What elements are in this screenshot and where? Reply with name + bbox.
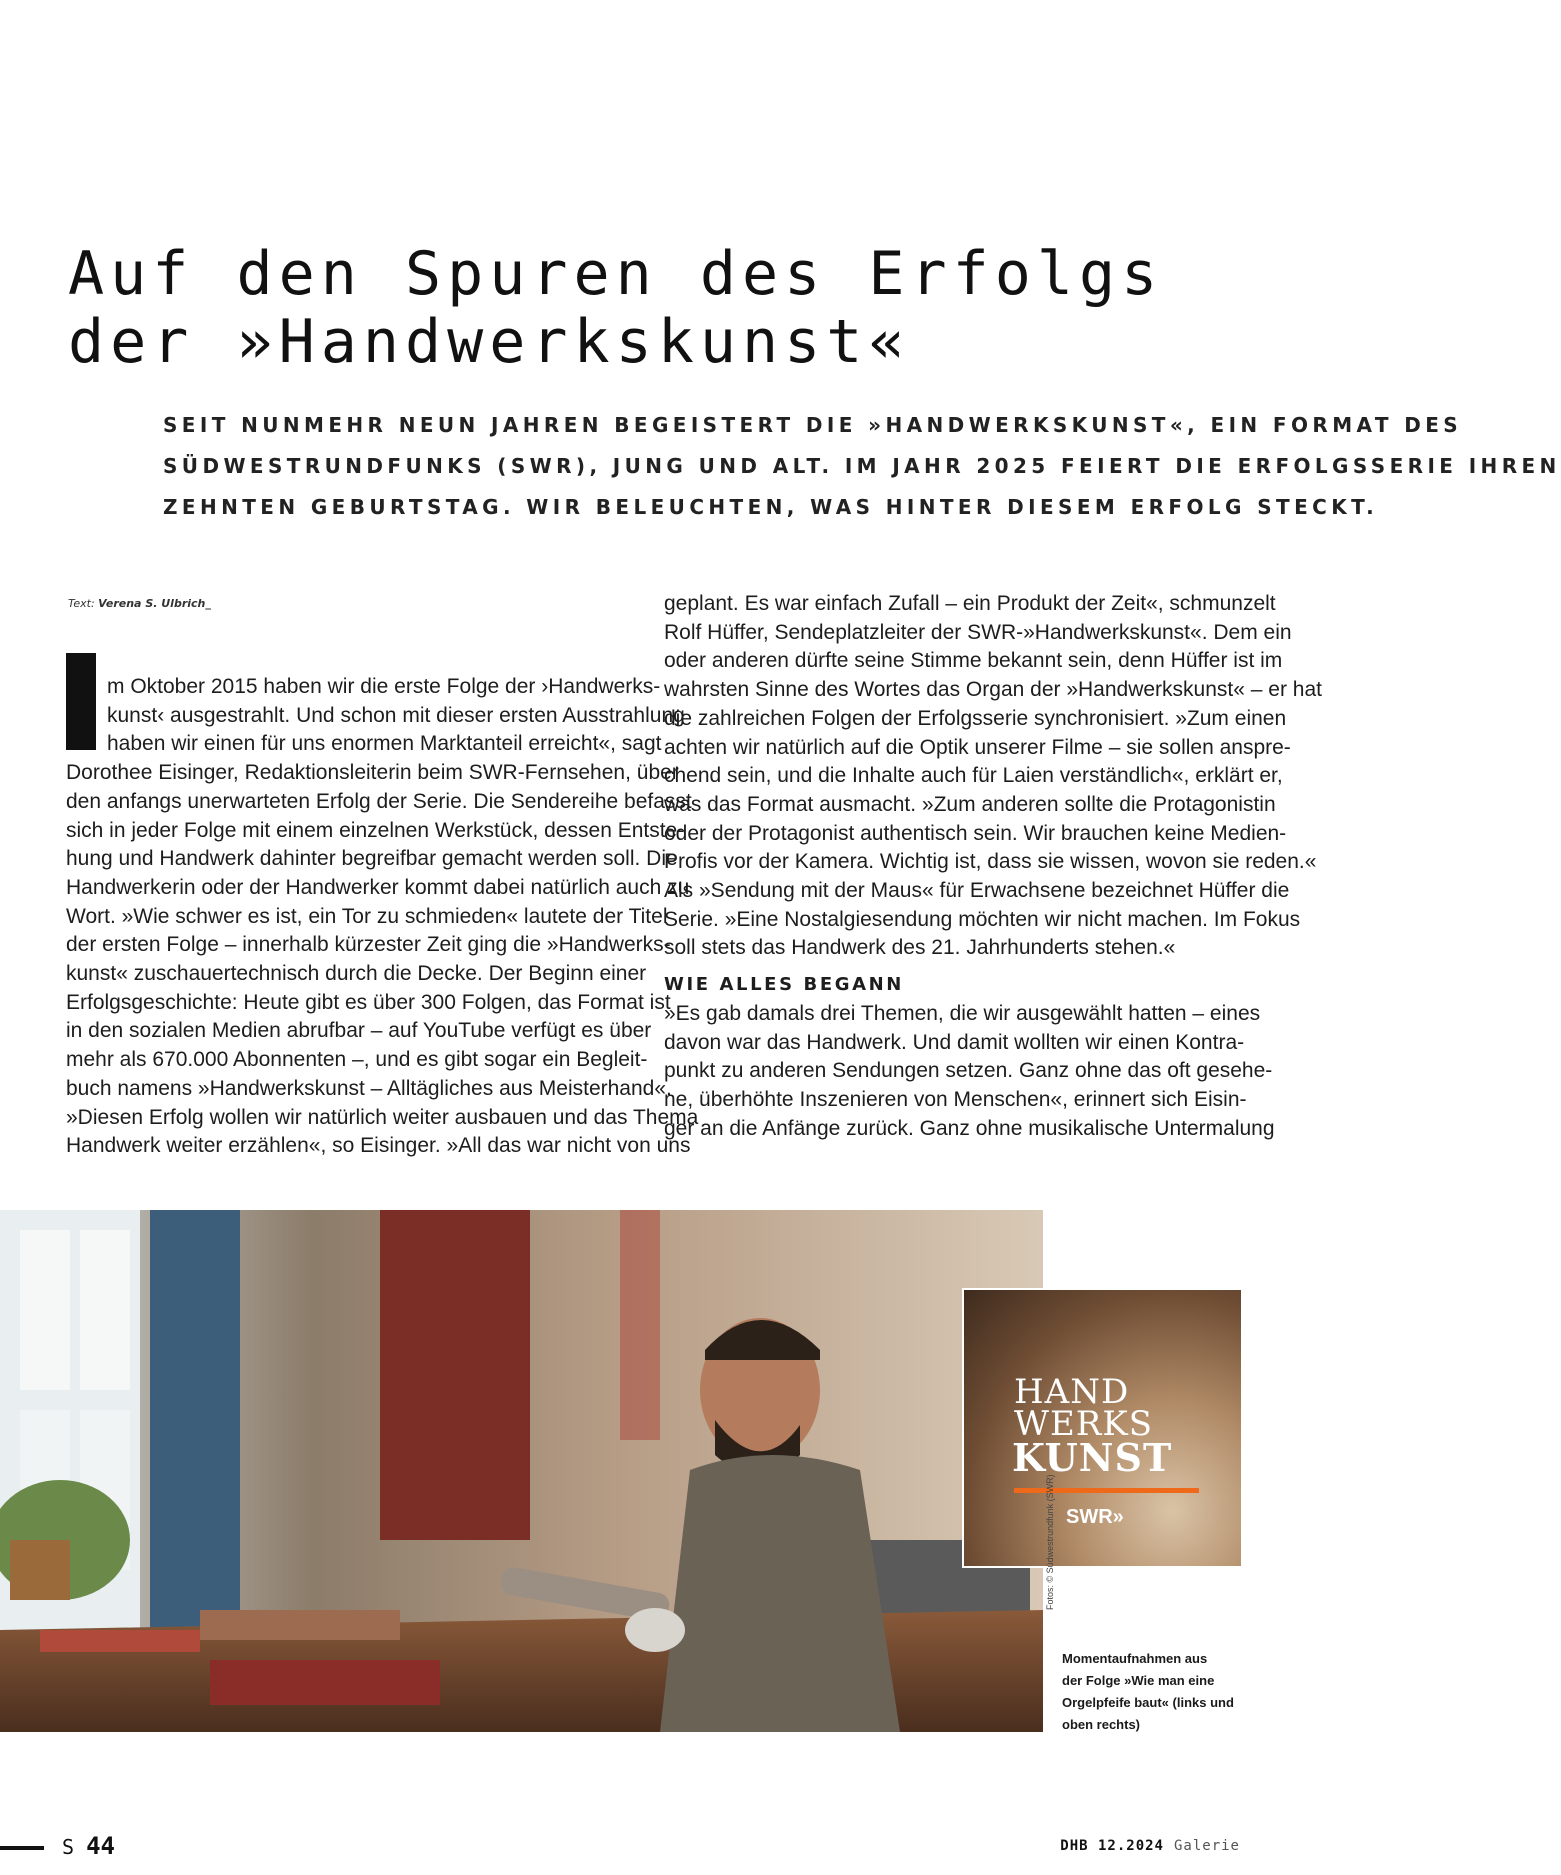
text-line: punkt zu anderen Sendungen setzen. Ganz ohne das oft gesehe- xyxy=(664,1059,1273,1083)
caption-line: Momentaufnahmen aus xyxy=(1062,1651,1208,1666)
footer-issue xyxy=(1060,1838,1240,1854)
photo-caption xyxy=(1062,1648,1262,1736)
text-line: geplant. Es war einfach Zufall – ein Produkt der Zeit«, schmunzelt xyxy=(664,592,1276,615)
text-line: davon war das Handwerk. Und damit wollten wir einen Kontra- xyxy=(664,1030,1245,1054)
text-line: Als »Sendung mit der Maus« für Erwachsene bezeichnet Hüffer die xyxy=(664,879,1290,903)
footer-rule xyxy=(0,1846,44,1850)
workshop-photo-illustration xyxy=(0,1210,1043,1732)
lead-line: SÜDWESTRUNDFUNKS (SWR), JUNG UND ALT. IM JAHR 2025 FEIERT DIE ERFOLGSSERIE IHREN xyxy=(163,454,1561,478)
byline-label: Text: xyxy=(68,597,95,610)
page-number-value: 44 xyxy=(86,1832,115,1860)
text-line: soll stets das Handwerk des 21. Jahrhunderts stehen.« xyxy=(664,936,1176,960)
text-line: Handwerkerin oder der Handwerker kommt dabei natürlich auch zu xyxy=(66,875,690,899)
text-line: kunst« zuschauertechnisch durch die Decke. Der Beginn einer xyxy=(66,962,647,986)
logo-accent-bar xyxy=(1014,1488,1199,1493)
text-line: haben wir einen für uns enormen Marktanteil erreicht«, sagt xyxy=(107,732,662,756)
text-line: wahrsten Sinne des Wortes das Organ der »Handwerkskunst« – er hat xyxy=(664,678,1322,702)
text-line: hung und Handwerk dahinter begreifbar gemacht werden soll. Die xyxy=(66,847,678,871)
handwerkskunst-logo xyxy=(962,1288,1243,1568)
text-line: den anfangs unerwarteten Erfolg der Serie. Die Sendereihe befasst xyxy=(66,789,692,813)
caption-line: der Folge »Wie man eine xyxy=(1062,1673,1215,1688)
text-line: ne, überhöhte Inszenieren von Menschen«, erinnert sich Eisin- xyxy=(664,1087,1247,1111)
text-line: kunst‹ ausgestrahlt. Und schon mit dieser ersten Ausstrahlung xyxy=(107,703,685,727)
issue-label: DHB 12.2024 xyxy=(1060,1838,1164,1854)
text-line: m Oktober 2015 haben wir die erste Folge der ›Handwerks- xyxy=(107,675,661,698)
text-line: Profis vor der Kamera. Wichtig ist, dass sie wissen, wovon sie reden.« xyxy=(664,850,1317,874)
text-line: sich in jeder Folge mit einem einzelnen Werkstück, dessen Entste- xyxy=(66,818,685,842)
section-subheading: WIE ALLES BEGANN xyxy=(664,974,904,996)
article-lead xyxy=(163,405,1561,528)
text-line: was das Format ausmacht. »Zum anderen sollte die Protagonistin xyxy=(664,792,1276,816)
text-line: oder der Protagonist authentisch sein. Wir brauchen keine Medien- xyxy=(664,821,1287,845)
article-title xyxy=(68,240,1168,376)
text-line: Dorothee Eisinger, Redaktionsleiterin beim SWR-Fernsehen, über xyxy=(66,761,679,785)
caption-line: oben rechts) xyxy=(1062,1717,1141,1732)
text-line: achten wir natürlich auf die Optik unserer Filme – sie sollen anspre- xyxy=(664,735,1291,759)
right-column xyxy=(664,590,1322,1143)
text-line: »Es gab damals drei Themen, die wir ausgewählt hatten – eines xyxy=(664,1001,1261,1025)
title-line: der »Handwerkskunst« xyxy=(68,307,911,377)
text-line: der ersten Folge – innerhalb kürzester Zeit ging die »Handwerks- xyxy=(66,933,671,957)
text-line: Handwerk weiter erzählen«, so Eisinger. »All das war nicht von uns xyxy=(66,1134,691,1158)
logo-line-1: HAND xyxy=(1014,1372,1130,1412)
title-line: Auf den Spuren des Erfolgs xyxy=(68,239,1164,309)
text-line: Erfolgsgeschichte: Heute gibt es über 300 Folgen, das Format ist xyxy=(66,990,671,1014)
photo-credit: Fotos: © Südwestrundfunk (SWR) xyxy=(1045,1474,1055,1610)
logo-line-3: KUNST xyxy=(1012,1435,1173,1480)
swr-brand: SWR» xyxy=(1066,1506,1124,1528)
byline-author: Verena S. Ulbrich_ xyxy=(98,597,211,610)
lead-line: ZEHNTEN GEBURTSTAG. WIR BELEUCHTEN, WAS HINTER DIESEM ERFOLG STECKT. xyxy=(163,495,1379,519)
text-line: ger an die Anfänge zurück. Ganz ohne musikalische Untermalung xyxy=(664,1116,1275,1140)
logo-line-2: WERKS xyxy=(1014,1404,1154,1444)
page-prefix: S xyxy=(62,1835,75,1859)
text-line: die zahlreichen Folgen der Erfolgsserie synchronisiert. »Zum einen xyxy=(664,706,1287,730)
text-line: oder anderen dürfte seine Stimme bekannt sein, denn Hüffer ist im xyxy=(664,649,1283,673)
text-line: mehr als 670.000 Abonnenten –, und es gibt sogar ein Begleit- xyxy=(66,1048,648,1072)
section-label: Galerie xyxy=(1173,1838,1240,1854)
caption-line: Orgelpfeife baut« (links und xyxy=(1062,1695,1234,1710)
left-column xyxy=(66,673,699,1161)
text-line: chend sein, und die Inhalte auch für Laien verständlich«, erklärt er, xyxy=(664,764,1283,788)
text-line: buch namens »Handwerkskunst – Alltägliches aus Meisterhand«. xyxy=(66,1076,672,1100)
text-line: »Diesen Erfolg wollen wir natürlich weiter ausbauen und das Thema xyxy=(66,1105,699,1129)
text-line: Wort. »Wie schwer es ist, ein Tor zu schmieden« lautete der Titel xyxy=(66,904,668,928)
byline xyxy=(68,597,211,610)
page-number xyxy=(62,1832,115,1860)
workshop-photo xyxy=(0,1210,1043,1732)
text-line: Rolf Hüffer, Sendeplatzleiter der SWR-»Handwerkskunst«. Dem ein xyxy=(664,620,1292,644)
lead-line: SEIT NUNMEHR NEUN JAHREN BEGEISTERT DIE »HANDWERKSKUNST«, EIN FORMAT DES xyxy=(163,413,1463,437)
text-line: in den sozialen Medien abrufbar – auf YouTube verfügt es über xyxy=(66,1019,652,1043)
text-line: Serie. »Eine Nostalgiesendung möchten wir nicht machen. Im Fokus xyxy=(664,907,1301,931)
